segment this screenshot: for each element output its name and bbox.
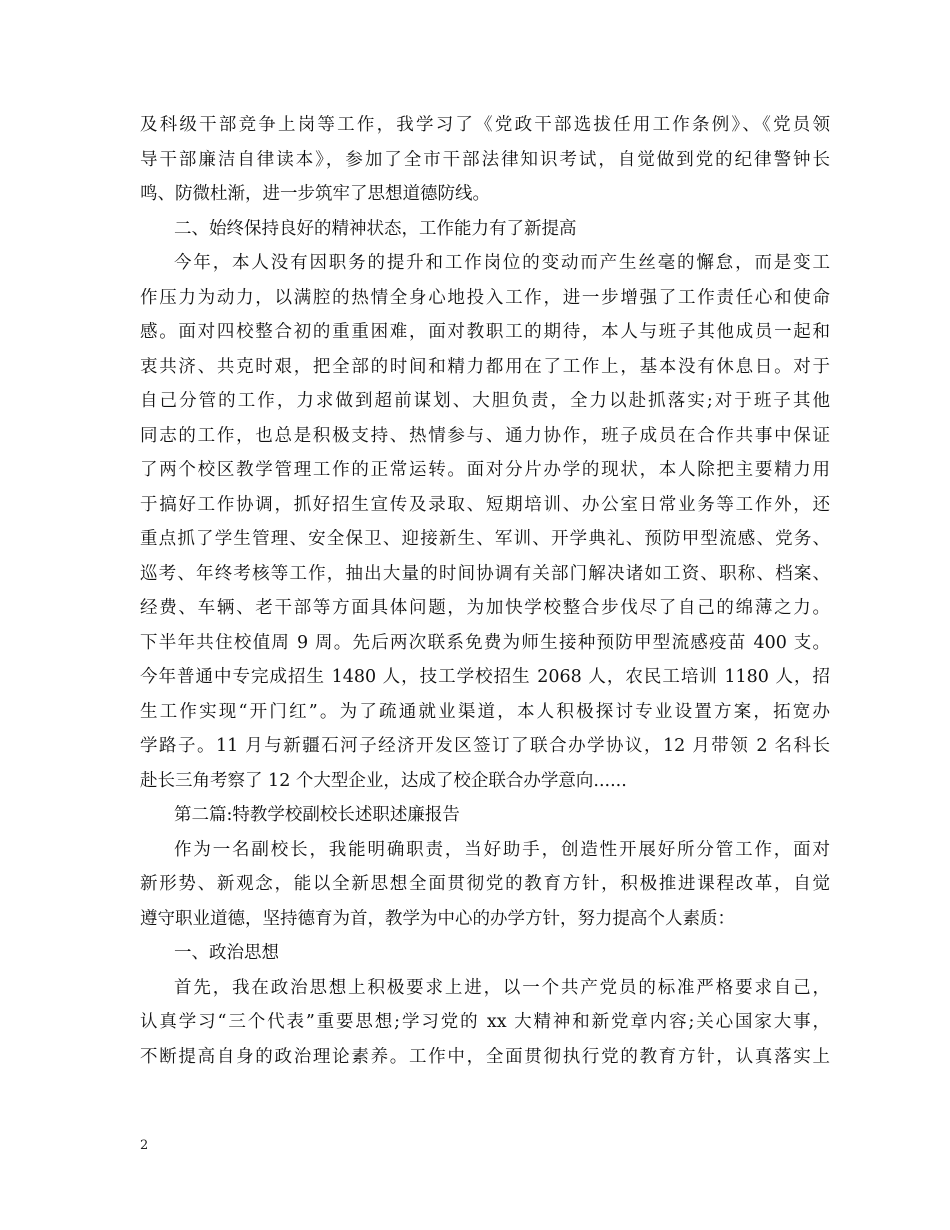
text-line: 下半年共住校值周 9 周。先后两次联系免费为师生接种预防甲型流感疫苗 400 支。 [140, 632, 830, 653]
text-line: 赴长三角考察了 12 个大型企业，达成了校企联合办学意向...... [140, 770, 627, 791]
text-line: 于搞好工作协调，抓好招生宣传及录取、短期培训、办公室日常业务等工作外，还 [140, 494, 830, 515]
text-line: 第二篇:特教学校副校长述职述廉报告 [174, 805, 460, 825]
text-line: 作压力为动力，以满腔的热情全身心地投入工作，进一步增强了工作责任心和使命 [140, 287, 830, 308]
text-line: 遵守职业道德，坚持德育为首，教学为中心的办学方针，努力提高个人素质： [140, 908, 735, 929]
text-line: 作为一名副校长，我能明确职责，当好助手，创造性开展好所分管工作，面对 [174, 839, 830, 860]
body-text [140, 108, 830, 1074]
text-line: 首先，我在政治思想上积极要求上进，以一个共产党员的标准严格要求自己， [174, 977, 830, 998]
text-line: 新形势、新观念，能以全新思想全面贯彻党的教育方针，积极推进课程改革，自觉 [140, 874, 830, 894]
text-line: 经费、车辆、老干部等方面具体问题，为加快学校整合步伐尽了自己的绵薄之力。 [140, 598, 830, 618]
text-line: 及科级干部竞争上岗等工作，我学习了《党政干部选拔任用工作条例》、《党员领 [140, 115, 830, 135]
text-line: 今年普通中专完成招生 1480 人，技工学校招生 2068 人，农民工培训 1180 人，招 [140, 667, 830, 687]
text-line: 鸣、防微杜渐，进一步筑牢了思想道德防线。 [140, 184, 490, 204]
text-line: 导干部廉洁自律读本》，参加了全市干部法律知识考试，自觉做到党的纪律警钟长 [140, 149, 830, 170]
page-number: 2 [140, 1138, 149, 1153]
text-line: 自己分管的工作，力求做到超前谋划、大胆负责，全力以赴抓落实;对于班子其他 [140, 391, 830, 411]
text-line: 今年，本人没有因职务的提升和工作岗位的变动而产生丝毫的懈怠，而是变工 [174, 253, 830, 273]
text-line: 感。面对四校整合初的重重困难，面对教职工的期待，本人与班子其他成员一起和 [140, 322, 830, 342]
text-line: 认真学习“三个代表”重要思想;学习党的 xx 大精神和新党章内容;关心国家大事， [140, 1012, 830, 1032]
text-line: 重点抓了学生管理、安全保卫、迎接新生、军训、开学典礼、预防甲型流感、党务、 [140, 529, 830, 549]
text-line: 学路子。11 月与新疆石河子经济开发区签订了联合办学协议，12 月带领 2 名科长 [140, 736, 830, 756]
text-line: 二、始终保持良好的精神状态，工作能力有了新提高 [174, 218, 577, 239]
text-line: 同志的工作，也总是积极支持、热情参与、通力协作，班子成员在合作共事中保证 [140, 425, 830, 446]
text-line: 巡考、年终考核等工作，抽出大量的时间协调有关部门解决诸如工资、职称、档案、 [140, 563, 830, 584]
text-line: 生工作实现“开门红”。为了疏通就业渠道，本人积极探讨专业设置方案，拓宽办 [140, 701, 830, 722]
text-line: 一、政治思想 [174, 943, 279, 963]
text-line: 衷共济、共克时艰，把全部的时间和精力都用在了工作上，基本没有休息日。对于 [140, 356, 830, 377]
text-line: 了两个校区教学管理工作的正常运转。面对分片办学的现状，本人除把主要精力用 [140, 460, 830, 480]
text-line: 不断提高自身的政治理论素养。工作中，全面贯彻执行党的教育方针，认真落实上 [140, 1046, 830, 1067]
